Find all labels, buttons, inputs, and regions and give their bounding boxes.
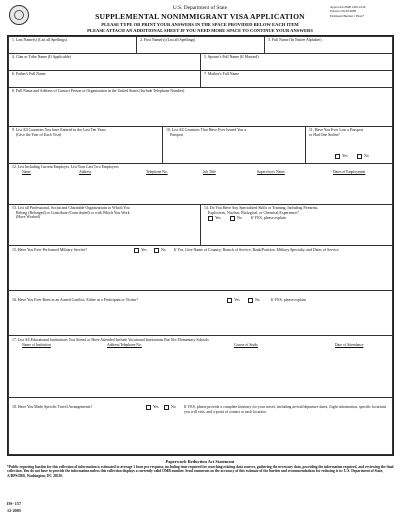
lost-passport-label: 11. Have You Ever Lost a Passport or Had One Stolen?: [309, 128, 364, 137]
organizations-label: 13. List all Professional, Social and Charitable Organizations to Which You: [12, 206, 130, 210]
travel-arrangements-label: 18. Have You Made Specific Travel Arrangements?: [12, 405, 93, 409]
pra-title: Paperwork Reduction Act Statement: [165, 459, 235, 464]
conflict-yes-checkbox[interactable]: [227, 298, 232, 303]
military-yes-checkbox[interactable]: [134, 248, 139, 253]
clan-tribe-label: 4. Clan or Tribe Name (If Applicable): [12, 55, 71, 59]
father-name-field[interactable]: [8, 70, 201, 88]
skills-explain-label: If YES, please explain: [251, 216, 286, 220]
education-header-course: Course of Study: [234, 343, 258, 347]
employer-header-name: Name: [22, 170, 31, 174]
first-name-label: 2. First Name(s) (List all Spellings): [140, 38, 196, 42]
native-name-field[interactable]: [264, 36, 393, 54]
spouse-name-field[interactable]: [200, 53, 393, 71]
employer-header-telephone: Telephone No.: [146, 170, 168, 174]
lost-passport-yes-label: Yes: [342, 154, 348, 158]
last-name-field[interactable]: [8, 36, 137, 54]
specialized-skills-field[interactable]: [200, 204, 393, 246]
travel-no-checkbox[interactable]: [164, 405, 169, 410]
form-body: [7, 35, 394, 456]
department-name: U.S. Department of State: [172, 5, 228, 11]
countries-entered-label: 9. List All Countries You have Entered in the Last Ten Years: [12, 128, 106, 132]
specialized-skills-label: 14. Do You Have Any Specialized Skills or Training, Including Firearms,: [204, 206, 319, 210]
conflict-explain-label: If YES, please explain: [271, 298, 306, 302]
conflict-yes-label: Yes: [234, 298, 240, 302]
organizations-field[interactable]: [8, 204, 201, 246]
employer-header-address: Address: [79, 170, 92, 174]
contact-person-field[interactable]: [8, 87, 393, 127]
last-name-label: 1. Last Name(s) (List all Spellings): [12, 38, 67, 42]
education-label: 17. List All Educational Institutions You Attend or Have Attended Include Vocational Institutions But Not Elementary Schools.: [12, 338, 210, 342]
specialized-skills-sublabel: Explosives, Nuclear, Biological, or Chemical Experience?: [208, 210, 299, 215]
armed-conflict-field[interactable]: [8, 290, 393, 336]
armed-conflict-label: 16. Have You Ever Been in an Armed Conflict, Either as a Participant or Victim?: [12, 298, 139, 302]
skills-yes-label: Yes: [215, 216, 221, 220]
first-name-field[interactable]: [136, 36, 265, 54]
organizations-sublabel-1: Belong (Belonged) or Contribute (Contributed) or with Which You Work: [16, 210, 130, 215]
countries-entered-sublabel: (Give the Year of Each Visit): [16, 132, 62, 137]
travel-no-label: No: [171, 405, 176, 409]
instruction-line-2: PLEASE ATTACH AN ADDITIONAL SHEET IF YOU NEED MORE SPACE TO CONTINUE YOUR ANSWERS: [87, 28, 313, 33]
native-name-label: 3. Full Name (In Native Alphabet): [268, 38, 322, 42]
employers-label: 12. List Including Current Employer, List Your Last Two Employers: [12, 165, 119, 169]
travel-arrangements-field[interactable]: [8, 397, 393, 455]
education-header-address: Address/Telephone No.: [107, 343, 142, 347]
education-header-institution: Name of Institution: [22, 343, 51, 347]
skills-yes-checkbox[interactable]: [208, 216, 213, 221]
omb-expiry: Expires: 06/30/2008: [330, 9, 356, 14]
form-date: 12-2005: [7, 508, 21, 513]
military-no-checkbox[interactable]: [154, 248, 159, 253]
organizations-sublabel-2: (Have Worked): [16, 215, 40, 219]
employer-header-dates: Dates of Employment: [333, 170, 366, 174]
education-header-dates: Date of Attendance: [335, 343, 364, 347]
omb-info: [330, 5, 396, 18]
instruction-line-1: PLEASE TYPE OR PRINT YOUR ANSWERS IN THE SPACE PROVIDED BELOW EACH ITEM: [101, 22, 299, 27]
employer-header-job-title: Job Title: [203, 170, 216, 174]
form-number: DS- 157: [7, 501, 22, 506]
military-yes-label: Yes: [141, 248, 147, 252]
countries-entered-field[interactable]: [8, 126, 163, 164]
contact-person-label: 8. Full Name and Address of Contact Person or Organization in the United States (Include Telephone Number): [12, 89, 185, 93]
lost-passport-no-checkbox[interactable]: [357, 154, 362, 159]
conflict-no-checkbox[interactable]: [248, 298, 253, 303]
lost-passport-yes-checkbox[interactable]: [335, 154, 340, 159]
passport-countries-sublabel: Passport: [170, 132, 184, 137]
form-title: SUPPLEMENTAL NONIMMIGRANT VISA APPLICATION: [95, 12, 305, 21]
passport-countries-field[interactable]: [162, 126, 306, 164]
education-field[interactable]: [8, 335, 393, 398]
travel-arrangements-note: If YES, please provide a complete itinerary for your travel, including arrival/departure dates, flight information, specific locations you will visit, and a point of contact at each location.: [184, 405, 387, 414]
mother-name-label: 7. Mother's Full Name: [204, 72, 240, 76]
omb-burden: Estimated Burden 1 Hour*: [330, 13, 365, 18]
skills-no-checkbox[interactable]: [230, 216, 235, 221]
military-no-label: No: [161, 248, 166, 252]
skills-no-label: No: [237, 216, 242, 220]
omb-approval: Approved OMB 1405-0146: [330, 5, 366, 9]
employer-header-supervisor: Supervisor's Name: [257, 170, 285, 174]
military-service-label: 15. Have You Ever Performed Military Service?: [12, 248, 87, 252]
military-service-note: If Yes, Give Name of Country, Branch of Service, Rank/Position, Military Specialty, and Dates of Service: [174, 248, 339, 252]
clan-tribe-field[interactable]: [8, 53, 201, 71]
father-name-label: 6. Father's Full Name: [12, 72, 46, 76]
lost-passport-field: [305, 126, 393, 164]
lost-passport-no-label: No: [364, 154, 369, 158]
travel-yes-label: Yes: [153, 405, 159, 409]
mother-name-field[interactable]: [200, 70, 393, 88]
pra-statement: *Public reporting burden for this collection of information is estimated to average 1 hour per response, including time required for searching existing data sources, gathering the necessary data, providing the information required, and reviewing the final collection. You do not have to provide the information unless this collection displays a currently valid OMB number. Send comments on the accuracy of this estimate of the burden and recommendations for reducing it to: U.S. Department of State, A/RPS/DIR, Washington, DC 20520.: [7, 465, 394, 478]
employers-field[interactable]: [8, 163, 393, 205]
spouse-name-label: 5. Spouse's Full Name (If Married): [204, 55, 259, 59]
travel-yes-checkbox[interactable]: [146, 405, 151, 410]
military-service-field[interactable]: [8, 245, 393, 291]
conflict-no-label: No: [255, 298, 260, 302]
passport-countries-label: 10. List All Countries That Have Ever Issued You a: [166, 128, 247, 132]
